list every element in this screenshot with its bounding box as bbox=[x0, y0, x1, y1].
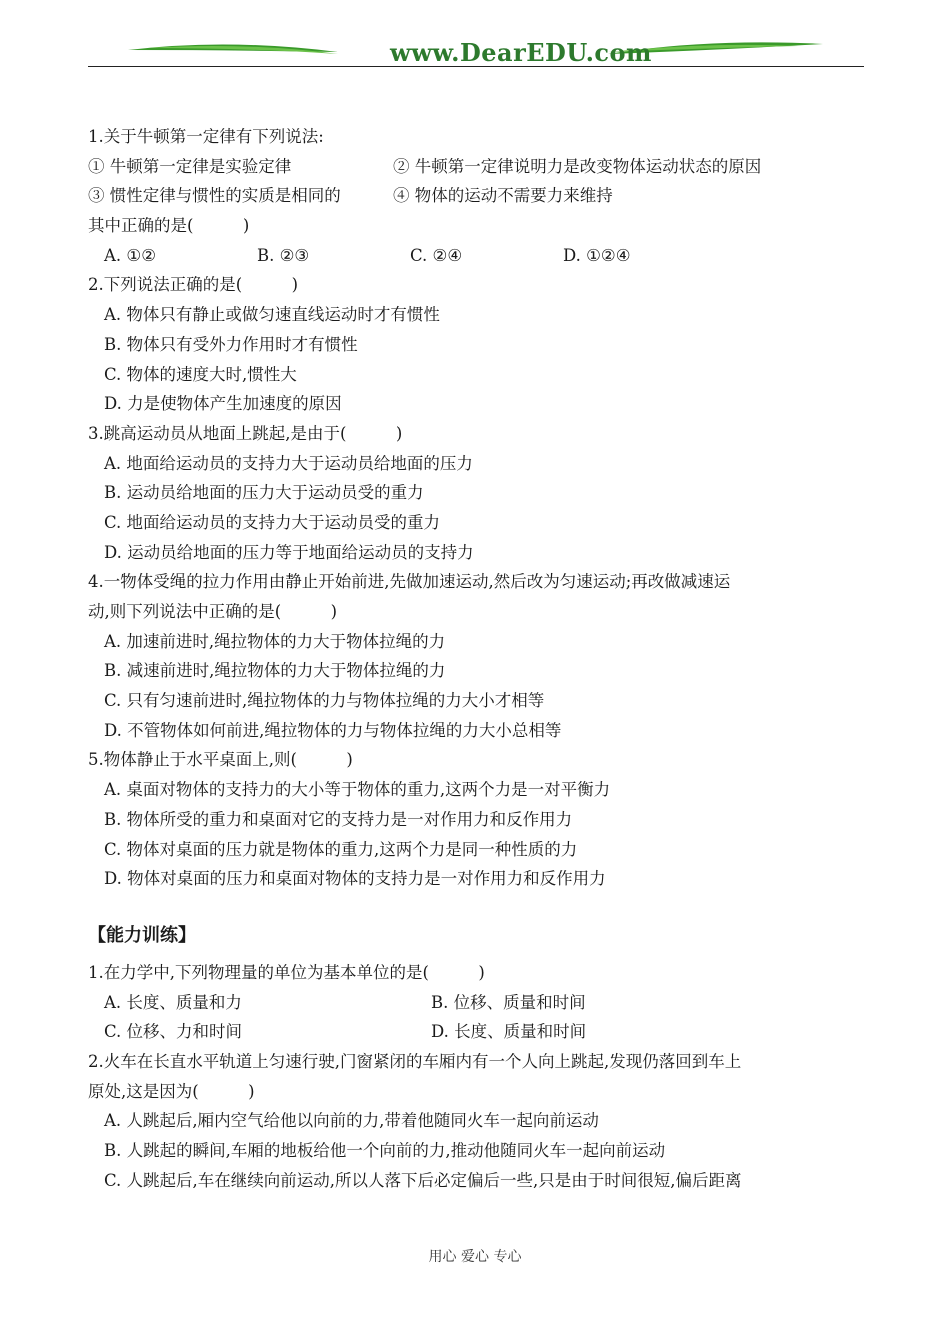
question-stem: 1.在力学中,下列物理量的单位为基本单位的是( ) bbox=[88, 962, 485, 982]
question-stem: 4.一物体受绳的拉力作用由静止开始前进,先做加速运动,然后改为匀速运动;再改做减速运 bbox=[88, 572, 731, 592]
statement: ④ 物体的运动不需要力来维持 bbox=[393, 186, 613, 206]
section-heading: 【能力训练】 bbox=[88, 924, 196, 946]
option-b: B. 物体只有受外力作用时才有惯性 bbox=[104, 334, 358, 354]
statement: ① 牛顿第一定律是实验定律 bbox=[88, 156, 292, 176]
question-stem: 3.跳高运动员从地面上跳起,是由于( ) bbox=[88, 423, 403, 443]
option-row bbox=[88, 1017, 868, 1047]
option-d: D. 运动员给地面的压力等于地面给运动员的支持力 bbox=[104, 542, 474, 562]
option-b: B. 减速前进时,绳拉物体的力大于物体拉绳的力 bbox=[104, 661, 446, 681]
option-a: A. 地面给运动员的支持力大于运动员给地面的压力 bbox=[104, 453, 473, 473]
option-c: C. ②④ bbox=[410, 245, 463, 265]
page-footer: 用心 爱心 专心 bbox=[428, 1249, 522, 1265]
option-a: A. 桌面对物体的支持力的大小等于物体的重力,这两个力是一对平衡力 bbox=[104, 780, 611, 800]
header-divider bbox=[88, 66, 864, 67]
option-row bbox=[88, 988, 868, 1018]
option-d: D. ①②④ bbox=[563, 245, 631, 265]
page-header bbox=[88, 30, 864, 70]
option-a: A. 物体只有静止或做匀速直线运动时才有惯性 bbox=[104, 305, 440, 325]
question-stem: 5.物体静止于水平桌面上,则( ) bbox=[88, 750, 353, 770]
option-d: D. 力是使物体产生加速度的原因 bbox=[104, 394, 342, 414]
option-d: D. 不管物体如何前进,绳拉物体的力与物体拉绳的力大小总相等 bbox=[104, 720, 562, 740]
option-c: C. 位移、力和时间 bbox=[104, 1022, 243, 1042]
option-b: B. 物体所受的重力和桌面对它的支持力是一对作用力和反作用力 bbox=[104, 809, 573, 829]
document-body bbox=[88, 122, 868, 1195]
question-stem: 2.火车在长直水平轨道上匀速行驶,门窗紧闭的车厢内有一个人向上跳起,发现仍落回到车上 bbox=[88, 1051, 742, 1071]
site-logo: www.DearEDU.com bbox=[390, 38, 652, 67]
option-a: A. 人跳起后,厢内空气给他以向前的力,带着他随同火车一起向前运动 bbox=[104, 1111, 599, 1131]
option-a: A. 加速前进时,绳拉物体的力大于物体拉绳的力 bbox=[104, 631, 446, 651]
option-b: B. ②③ bbox=[257, 245, 310, 265]
option-d: D. 长度、质量和时间 bbox=[431, 1022, 587, 1042]
option-c: C. 人跳起后,车在继续向前运动,所以人落下后必定偏后一些,只是由于时间很短,偏后距离 bbox=[104, 1170, 742, 1190]
question-stem-continued: 原处,这是因为( ) bbox=[88, 1081, 255, 1101]
option-c: C. 物体的速度大时,惯性大 bbox=[104, 364, 297, 384]
option-a: A. 长度、质量和力 bbox=[104, 992, 242, 1012]
question-ask: 其中正确的是( ) bbox=[88, 216, 250, 236]
question-stem-continued: 动,则下列说法中正确的是( ) bbox=[88, 602, 338, 621]
option-c: C. 地面给运动员的支持力大于运动员受的重力 bbox=[104, 512, 441, 532]
option-a: A. ①② bbox=[104, 245, 156, 265]
option-b: B. 运动员给地面的压力大于运动员受的重力 bbox=[104, 483, 424, 503]
statement: ② 牛顿第一定律说明力是改变物体运动状态的原因 bbox=[393, 156, 762, 176]
question-stem: 1.关于牛顿第一定律有下列说法: bbox=[88, 127, 324, 146]
option-row bbox=[88, 241, 868, 271]
statement-row bbox=[88, 181, 868, 211]
statement-row bbox=[88, 152, 868, 182]
question-stem: 2.下列说法正确的是( ) bbox=[88, 275, 299, 295]
option-b: B. 人跳起的瞬间,车厢的地板给他一个向前的力,推动他随同火车一起向前运动 bbox=[104, 1141, 666, 1160]
option-b: B. 位移、质量和时间 bbox=[431, 992, 586, 1012]
option-d: D. 物体对桌面的压力和桌面对物体的支持力是一对作用力和反作用力 bbox=[104, 869, 606, 889]
option-c: C. 只有匀速前进时,绳拉物体的力与物体拉绳的力大小才相等 bbox=[104, 691, 545, 711]
statement: ③ 惯性定律与惯性的实质是相同的 bbox=[88, 186, 341, 206]
option-c: C. 物体对桌面的压力就是物体的重力,这两个力是同一种性质的力 bbox=[104, 839, 578, 859]
